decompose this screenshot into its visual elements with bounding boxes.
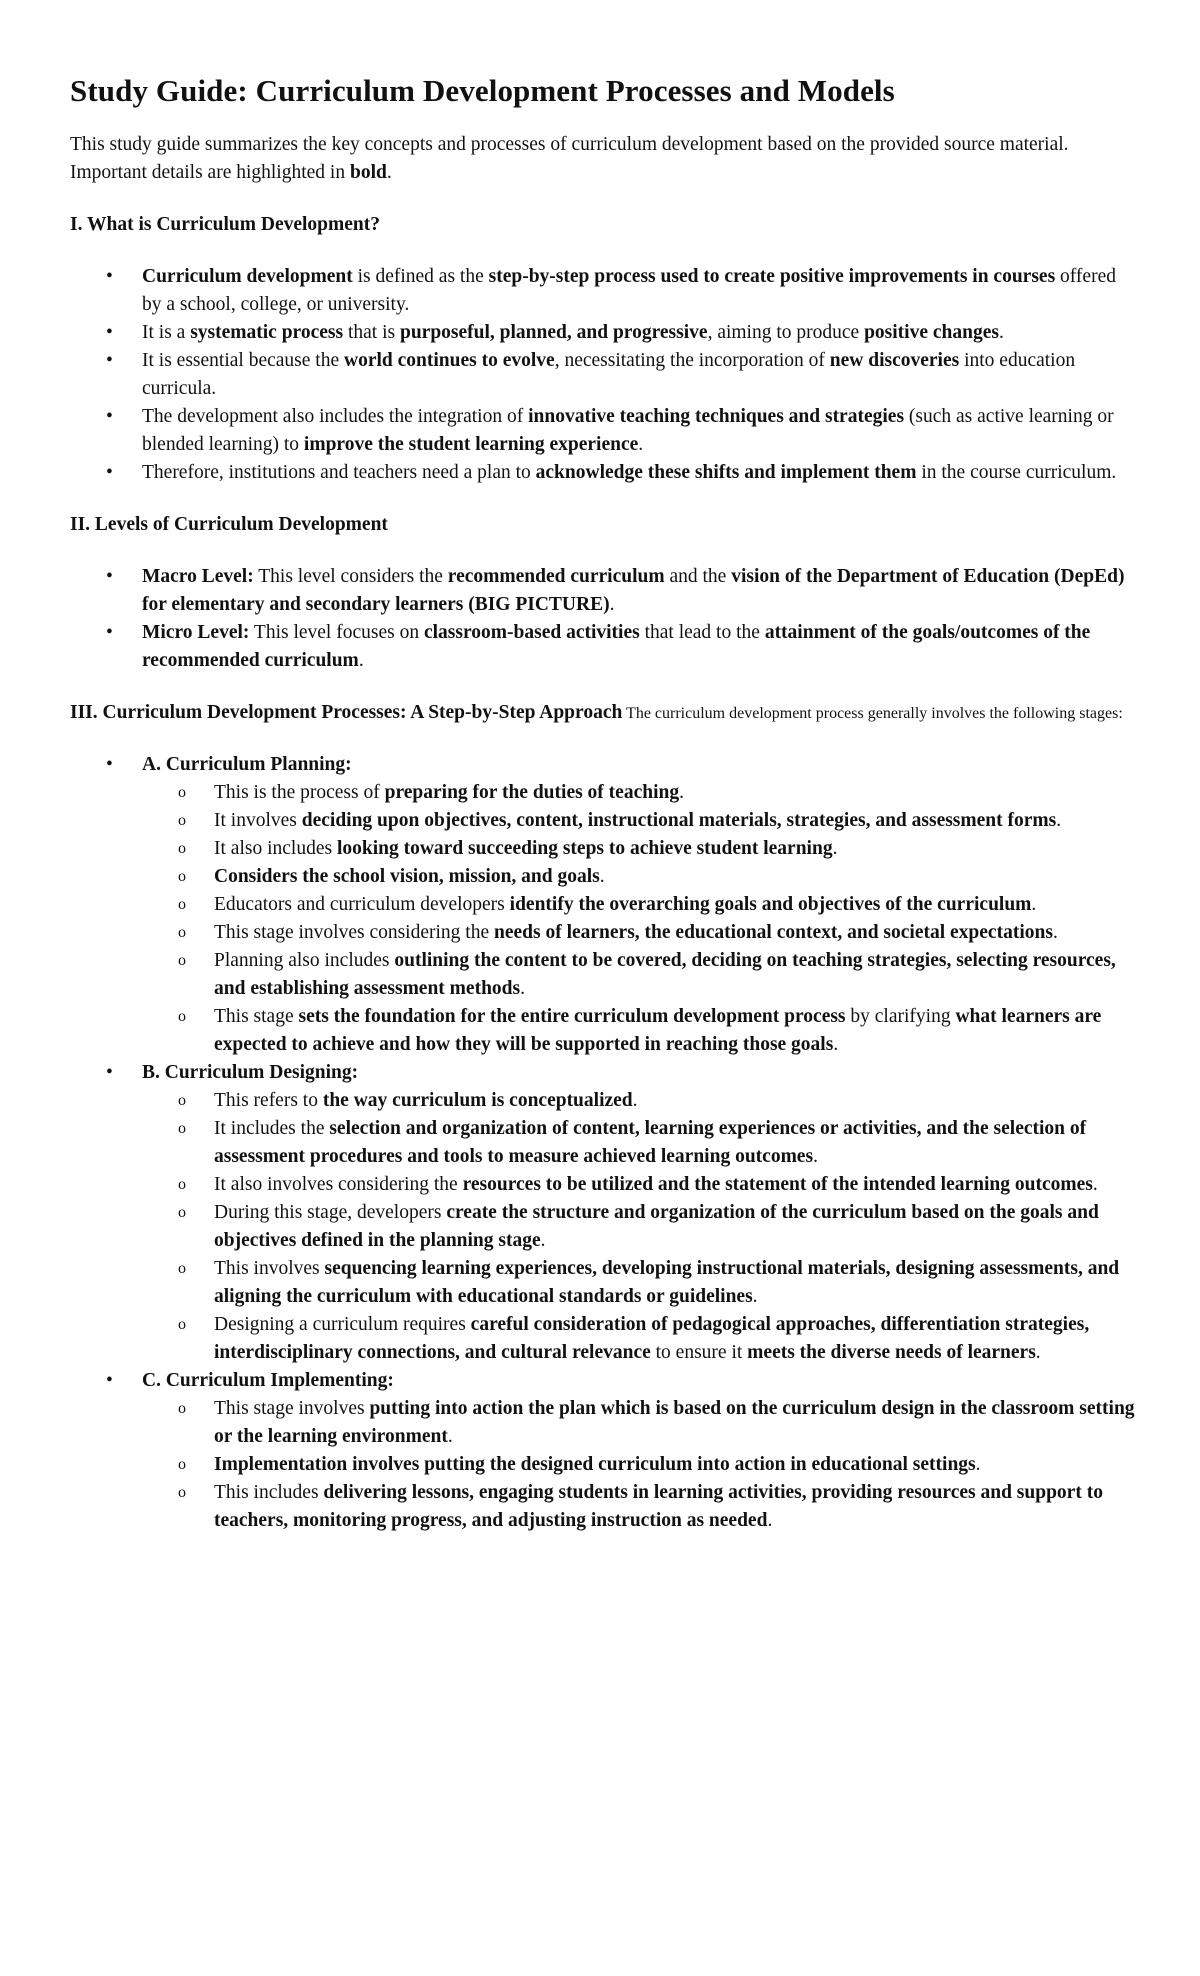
sublist-item: o Designing a curriculum requires careful consideration of pedagogical approaches, differentiation strategies, interdisciplinary connections, and cultural relevance to ensure it meets the diverse needs of learners. [142,1311,1140,1367]
stage-label: C. Curriculum Implementing: [142,1370,394,1392]
list-item: • The development also includes the integration of innovative teaching techniques and strategies (such as active learning or blended learning) to improve the student learning experience. [70,403,1140,459]
stage-sublist [142,1087,1140,1367]
stage-sublist [142,1395,1140,1535]
list-item: • It is essential because the world continues to evolve, necessitating the incorporation of new discoveries into education curricula. [70,347,1140,403]
section-1-list [70,263,1140,487]
section-3-heading: III. Curriculum Development Processes: A Step-by-Step Approach [70,702,623,724]
bold-text: systematic process [190,322,344,344]
bold-text: sequencing learning experiences, developing instructional materials, designing assessments, and aligning the curriculum with educational standards or guidelines [214,1258,1120,1308]
section-3 [70,699,1140,1535]
bold-text: Implementation involves putting the designed curriculum into action in educational settings [214,1454,976,1476]
sublist-item: o This stage sets the foundation for the entire curriculum development process by clarifying what learners are expected to achieve and how they will be supported in reaching those goals. [142,1003,1140,1059]
bold-text: careful consideration of pedagogical approaches, differentiation strategies, interdisciplinary connections, and cultural relevance [214,1314,1090,1364]
bold-text: new discoveries [829,350,960,372]
bold-text: needs of learners, the educational context, and societal expectations [494,922,1053,944]
sublist-item: o It involves deciding upon objectives, content, instructional materials, strategies, and assessment forms. [142,807,1140,835]
bold-text: purposeful, planned, and progressive [399,322,708,344]
sublist-item: o This is the process of preparing for the duties of teaching. [142,779,1140,807]
bold-text: looking toward succeeding steps to achieve student learning [336,838,833,860]
sublist-item: o During this stage, developers create the structure and organization of the curriculum based on the goals and objectives defined in the planning stage. [142,1199,1140,1255]
list-item: • Therefore, institutions and teachers need a plan to acknowledge these shifts and implement them in the course curriculum. [70,459,1140,487]
stage-item [70,1059,1140,1367]
bold-text: preparing for the duties of teaching [384,782,680,804]
bold-text: resources to be utilized and the statement of the intended learning outcomes [462,1174,1093,1196]
sublist-item: o This refers to the way curriculum is conceptualized. [142,1087,1140,1115]
bold-text: selection and organization of content, learning experiences or activities, and the selection of assessment procedures and tools to measure achieved learning outcomes [214,1118,1087,1168]
bold-text: delivering lessons, engaging students in learning activities, providing resources and support to teachers, monitoring progress, and adjusting instruction as needed [214,1482,1103,1532]
document-title: Study Guide: Curriculum Development Processes and Models [70,73,895,108]
stage-sublist [142,779,1140,1059]
bold-text: positive changes [864,322,999,344]
sublist-item: o This involves sequencing learning experiences, developing instructional materials, designing assessments, and aligning the curriculum with educational standards or guidelines. [142,1255,1140,1311]
bold-text: Micro Level: [142,622,250,644]
bold-text: attainment of the goals/outcomes of the recommended curriculum [142,622,1091,672]
list-item: • Curriculum development is defined as the step-by-step process used to create positive improvements in courses offered by a school, college, or university. [70,263,1140,319]
bold-text: what learners are expected to achieve and how they will be supported in reaching those goals [214,1006,1102,1056]
section-2-heading: II. Levels of Curriculum Development [70,514,388,536]
bold-text: bold [349,162,387,184]
list-item: • Micro Level: This level focuses on classroom-based activities that lead to the attainment of the goals/outcomes of the recommended curriculum. [70,619,1140,675]
stage-label: B. Curriculum Designing: [142,1062,359,1084]
stage-label: A. Curriculum Planning: [142,754,352,776]
list-item: • It is a systematic process that is purposeful, planned, and progressive, aiming to produce positive changes. [70,319,1140,347]
stage-item [70,1367,1140,1535]
bold-text: recommended curriculum [447,566,665,588]
sublist-item: o This stage involves putting into action the plan which is based on the curriculum design in the classroom setting or the learning environment. [142,1395,1140,1451]
sublist-item: o Educators and curriculum developers identify the overarching goals and objectives of the curriculum. [142,891,1140,919]
bold-text: vision of the Department of Education (DepEd) for elementary and secondary learners (BIG PICTURE) [142,566,1125,616]
bold-text: improve the student learning experience [303,434,639,456]
sublist-item: o Considers the school vision, mission, and goals. [142,863,1140,891]
sublist-item: o It also involves considering the resources to be utilized and the statement of the intended learning outcomes. [142,1171,1140,1199]
sublist-item: o It also includes looking toward succeeding steps to achieve student learning. [142,835,1140,863]
sublist-item: o This stage involves considering the needs of learners, the educational context, and societal expectations. [142,919,1140,947]
bold-text: meets the diverse needs of learners [747,1342,1036,1364]
bold-text: Macro Level: [142,566,254,588]
bold-text: Considers the school vision, mission, and goals [214,866,600,888]
bold-text: innovative teaching techniques and strategies [528,406,905,428]
bold-text: Curriculum development [142,266,353,288]
bold-text: deciding upon objectives, content, instructional materials, strategies, and assessment forms [301,810,1057,832]
bold-text: outlining the content to be covered, deciding on teaching strategies, selecting resources, and establishing assessment methods [214,950,1116,1000]
sublist-item: o Implementation involves putting the designed curriculum into action in educational settings. [142,1451,1140,1479]
stage-item [70,751,1140,1059]
bold-text: identify the overarching goals and objectives of the curriculum [509,894,1032,916]
bold-text: world continues to evolve [343,350,555,372]
bold-text: the way curriculum is conceptualized [322,1090,633,1112]
section-1-heading: I. What is Curriculum Development? [70,214,381,236]
list-item: • Macro Level: This level considers the recommended curriculum and the vision of the Department of Education (DepEd) for elementary and secondary learners (BIG PICTURE). [70,563,1140,619]
bold-text: step-by-step process used to create positive improvements in courses [488,266,1056,288]
sublist-item: o Planning also includes outlining the content to be covered, deciding on teaching strategies, selecting resources, and establishing assessment methods. [142,947,1140,1003]
bold-text: create the structure and organization of the curriculum based on the goals and objectives defined in the planning stage [214,1202,1099,1252]
sublist-item: o It includes the selection and organization of content, learning experiences or activities, and the selection of assessment procedures and tools to measure achieved learning outcomes. [142,1115,1140,1171]
section-2-list [70,563,1140,675]
bold-text: putting into action the plan which is based on the curriculum design in the classroom setting or the learning environment [214,1398,1135,1448]
bold-text: acknowledge these shifts and implement them [535,462,917,484]
bold-text: classroom-based activities [423,622,640,644]
sublist-item: o This includes delivering lessons, engaging students in learning activities, providing resources and support to teachers, monitoring progress, and adjusting instruction as needed. [142,1479,1140,1535]
section-3-lead: The curriculum development process generally involves the following stages: [622,705,1123,723]
intro-paragraph: This study guide summarizes the key concepts and processes of curriculum development based on the provided source material. Important details are highlighted in bold. [70,134,1069,184]
stage-list [70,751,1140,1535]
bold-text: sets the foundation for the entire curriculum development process [298,1006,846,1028]
